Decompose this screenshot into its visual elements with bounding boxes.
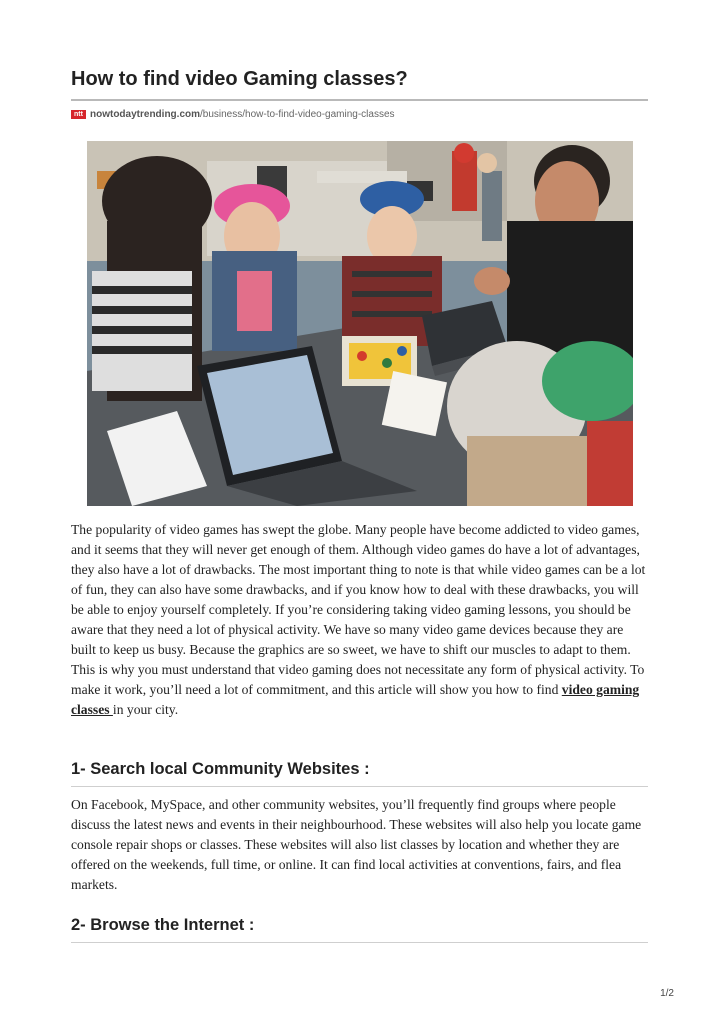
- page-title: How to find video Gaming classes?: [71, 68, 408, 90]
- page-number: 1/2: [660, 988, 674, 999]
- site-logo-icon: ntt: [71, 110, 86, 119]
- section-1-heading: 1- Search local Community Websites :: [71, 760, 370, 778]
- section-1-divider: [71, 786, 648, 787]
- source-domain[interactable]: nowtodaytrending.com: [90, 108, 200, 120]
- intro-text: The popularity of video games has swept the globe. Many people have become addicted to video games, and it seems that they will never get enough of them. Although video games do have a lot of advantages, they also have a lot of drawbacks. The most important thing to note is that while video games can be a lot of fun, they can also have some drawbacks, and if you know how to deal with these drawbacks, you will be able to enjoy yourself completely. If you’re considering taking video gaming lessons, you should be aware that they need a lot of physical activity. We have so many video game devices because they are built to keep us busy. Because the graphics are so sweet, we have to shift our muscles to adapt to them. This is why you must understand that video gaming does not necessitate any form of physical activity. To make it work, you’ll need a lot of commitment, and this article will show you how to find: [71, 522, 646, 697]
- intro-paragraph: [71, 520, 648, 720]
- source-path[interactable]: /business/how-to-find-video-gaming-classes: [200, 108, 395, 120]
- title-divider: [71, 99, 648, 101]
- source-line: [71, 107, 395, 121]
- section-2-divider: [71, 942, 648, 943]
- section-2-heading: 2- Browse the Internet :: [71, 916, 255, 934]
- video-gaming-classes-link[interactable]: video gaming classes: [71, 682, 640, 717]
- hero-image: [87, 141, 633, 506]
- section-1-paragraph: On Facebook, MySpace, and other community websites, you’ll frequently find groups where people discuss the latest news and events in their neighbourhood. These websites will also help you locate game console repair shops or classes. These websites will also list classes by location and whether they are offered on the weekends, full time, or online. It can find local activities at conventions, fairs, and flea markets.: [71, 797, 642, 892]
- intro-text-end: in your city.: [112, 702, 179, 717]
